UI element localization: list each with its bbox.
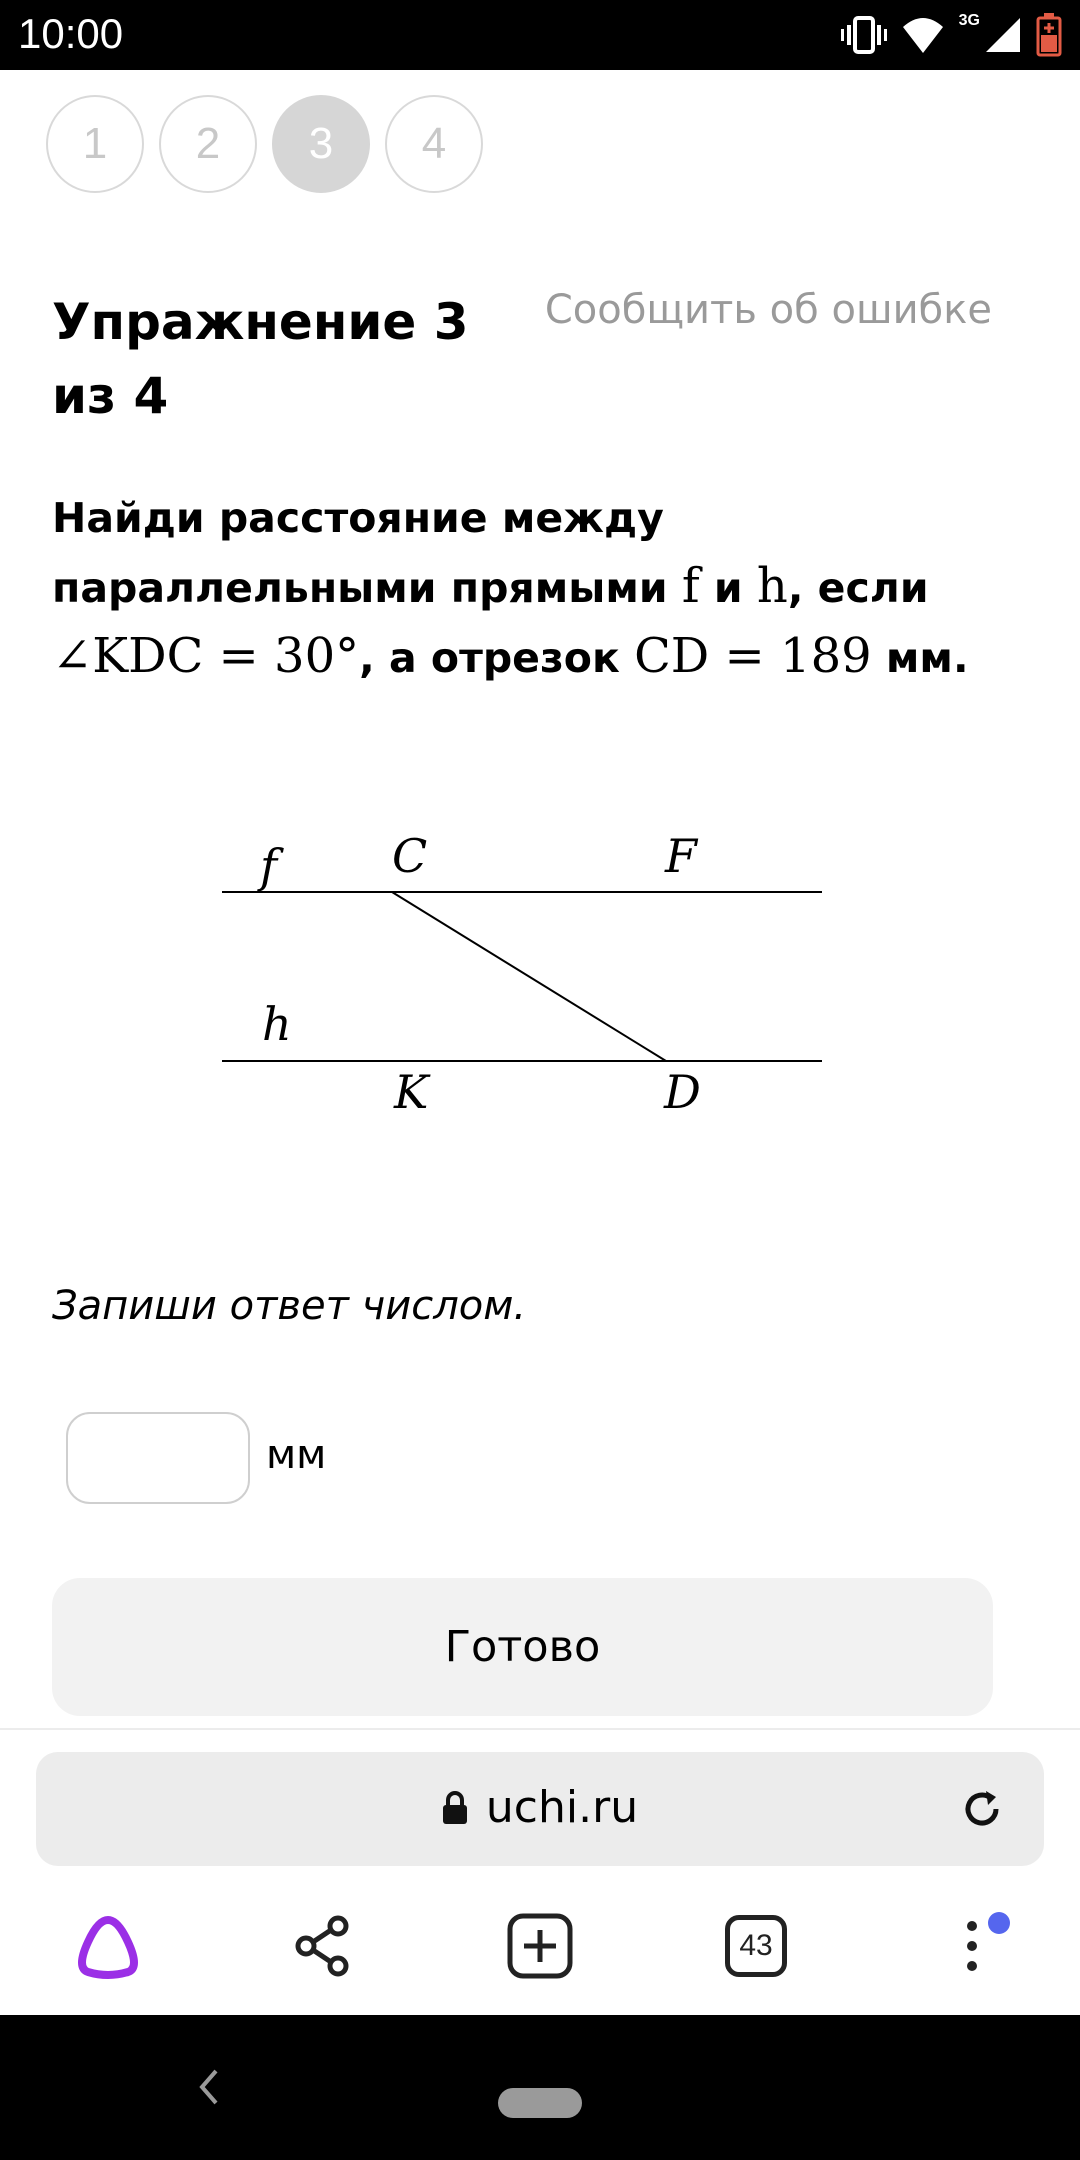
url-display[interactable]: [36, 1782, 1044, 1833]
network-type: 3G: [958, 12, 980, 29]
done-button[interactable]: Готово: [52, 1578, 993, 1716]
label-k: K: [394, 1065, 429, 1119]
menu-button[interactable]: [932, 1906, 1012, 1986]
signal-icon: [984, 16, 1022, 54]
label-d: D: [664, 1065, 701, 1119]
step-4[interactable]: 4: [385, 95, 483, 193]
plus-square-icon: [507, 1913, 573, 1979]
exercise-title: Упражнение 3 из 4: [52, 293, 469, 425]
wifi-icon: [901, 15, 945, 55]
exercise-steps: [46, 95, 483, 193]
step-2[interactable]: 2: [159, 95, 257, 193]
vibrate-icon: [841, 15, 887, 55]
home-pill[interactable]: [498, 2088, 582, 2118]
answer-hint: Запиши ответ числом.: [52, 1283, 527, 1329]
share-button[interactable]: [282, 1906, 362, 1986]
task-math: h: [756, 558, 788, 614]
label-c: C: [392, 829, 428, 883]
divider: [0, 1728, 1080, 1730]
browser-toolbar: [0, 1880, 1080, 2010]
label-f: f: [260, 839, 278, 893]
task-text: [52, 484, 1012, 692]
report-error-link[interactable]: Сообщить об ошибке: [544, 287, 992, 333]
battery-icon: [1036, 13, 1062, 57]
url-bar[interactable]: [36, 1752, 1044, 1866]
label-h: h: [262, 997, 292, 1051]
label-f-point: F: [665, 829, 697, 883]
url-text: uchi.ru: [485, 1782, 639, 1833]
task-part: , а отрезок: [359, 634, 635, 682]
task-part: мм.: [871, 634, 969, 682]
tabs-button[interactable]: [716, 1906, 796, 1986]
geometry-diagram: [210, 820, 840, 1120]
tabs-count: 43: [725, 1915, 787, 1977]
answer-unit: мм: [266, 1432, 327, 1478]
step-3[interactable]: 3: [272, 95, 370, 193]
status-bar: [0, 0, 1080, 70]
task-math: f: [681, 558, 700, 614]
more-vert-icon: [962, 1916, 982, 1976]
task-math: CD = 189: [634, 628, 872, 684]
answer-input[interactable]: [66, 1412, 250, 1504]
lock-icon: [442, 1791, 468, 1825]
task-part: Найди расстояние между параллельными прямыми: [52, 494, 682, 612]
assistant-icon: [72, 1912, 144, 1980]
task-math: ∠KDC = 30°: [52, 628, 360, 684]
task-part: и: [699, 564, 757, 612]
back-icon[interactable]: [190, 2065, 230, 2109]
assistant-button[interactable]: [68, 1906, 148, 1986]
step-1[interactable]: 1: [46, 95, 144, 193]
segment-cd: [392, 892, 666, 1061]
status-time: 10:00: [18, 10, 124, 57]
notification-dot: [988, 1912, 1010, 1934]
reload-icon[interactable]: [958, 1785, 1006, 1833]
share-icon: [292, 1915, 352, 1977]
new-tab-button[interactable]: [500, 1906, 580, 1986]
status-icons: [841, 12, 1062, 58]
task-part: , если: [787, 564, 929, 612]
system-nav-bar: [0, 2015, 1080, 2160]
